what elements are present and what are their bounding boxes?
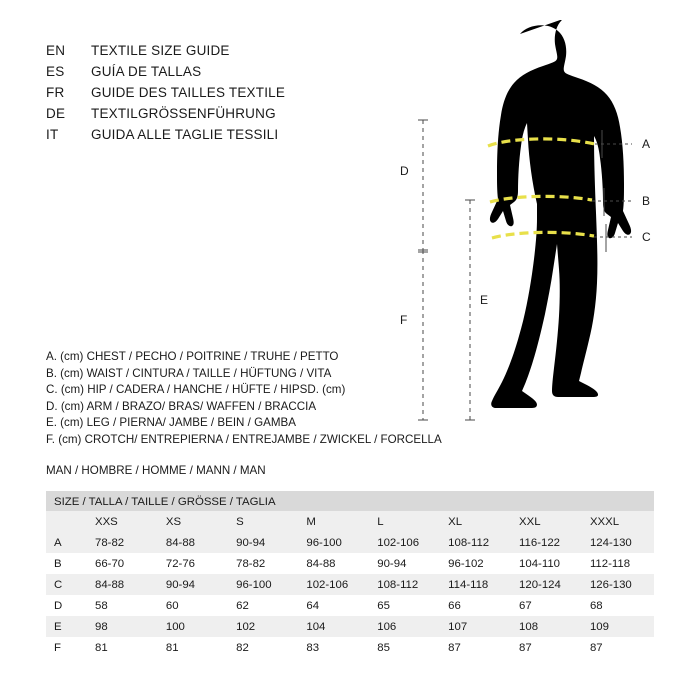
table-cell: 114-118 [440, 574, 511, 595]
table-cell: 109 [582, 616, 654, 637]
table-cell: 81 [158, 637, 228, 658]
table-cell: 87 [582, 637, 654, 658]
row-label: B [46, 553, 87, 574]
marker-label-b: B [642, 194, 651, 208]
marker-label-e: E [480, 293, 489, 307]
table-cell: 100 [158, 616, 228, 637]
table-cell: 64 [298, 595, 369, 616]
table-cell: 108-112 [369, 574, 440, 595]
table-cell: 90-94 [158, 574, 228, 595]
row-label: A [46, 532, 87, 553]
language-title: TEXTILGRÖSSENFÜHRUNG [91, 106, 276, 121]
row-label: D [46, 595, 87, 616]
table-cell: 96-100 [228, 574, 298, 595]
column-header-l: L [369, 511, 440, 532]
language-title: GUIDA ALLE TAGLIE TESSILI [91, 127, 279, 142]
table-cell: 112-118 [582, 553, 654, 574]
table-cell: 83 [298, 637, 369, 658]
measure-d-arm [418, 120, 428, 252]
column-header-xxxl: XXXL [582, 511, 654, 532]
table-header-row [46, 511, 654, 532]
table-cell: 90-94 [369, 553, 440, 574]
row-label: E [46, 616, 87, 637]
legend-item-d: D. (cm) ARM / BRAZO/ BRAS/ WAFFEN / BRACCIA [46, 399, 317, 413]
table-cell: 120-124 [511, 574, 582, 595]
legend-item-b: B. (cm) WAIST / CINTURA / TAILLE / HÜFTUNG / VITA [46, 366, 332, 380]
table-cell: 98 [87, 616, 158, 637]
table-cell: 108 [511, 616, 582, 637]
table-cell: 104-110 [511, 553, 582, 574]
column-header-m: M [298, 511, 369, 532]
table-cell: 116-122 [511, 532, 582, 553]
table-cell: 65 [369, 595, 440, 616]
language-code: ES [46, 64, 65, 79]
table-cell: 68 [582, 595, 654, 616]
table-row [46, 532, 654, 553]
column-header-xl: XL [440, 511, 511, 532]
table-cell: 81 [87, 637, 158, 658]
size-table-body [46, 532, 654, 658]
language-row [46, 85, 406, 106]
table-cell: 84-88 [298, 553, 369, 574]
language-code: IT [46, 127, 59, 142]
language-header-block [46, 43, 406, 148]
table-cell: 107 [440, 616, 511, 637]
table-cell: 87 [440, 637, 511, 658]
marker-label-c: C [642, 230, 651, 244]
legend-item-a: A. (cm) CHEST / PECHO / POITRINE / TRUHE / PETTO [46, 350, 339, 363]
language-code: DE [46, 106, 66, 121]
table-cell: 104 [298, 616, 369, 637]
size-table [46, 491, 654, 658]
language-code: EN [46, 43, 66, 58]
table-cell: 108-112 [440, 532, 511, 553]
language-title: GUÍA DE TALLAS [91, 64, 202, 79]
row-label: C [46, 574, 87, 595]
male-silhouette-icon [490, 20, 631, 408]
table-cell: 96-100 [298, 532, 369, 553]
table-row [46, 616, 654, 637]
table-row [46, 574, 654, 595]
size-table-head [46, 511, 654, 532]
gender-label: MAN / HOMBRE / HOMME / MANN / MAN [46, 464, 266, 477]
language-row [46, 43, 406, 64]
table-cell: 60 [158, 595, 228, 616]
legend-block [46, 349, 466, 449]
language-row [46, 64, 406, 85]
table-cell: 102 [228, 616, 298, 637]
marker-label-d: D [400, 164, 409, 178]
table-cell: 66-70 [87, 553, 158, 574]
column-header-xxs: XXS [87, 511, 158, 532]
table-cell: 58 [87, 595, 158, 616]
row-label: F [46, 637, 87, 658]
table-cell: 90-94 [228, 532, 298, 553]
table-cell: 72-76 [158, 553, 228, 574]
language-row [46, 106, 406, 127]
legend-item-f: F. (cm) CROTCH/ ENTREPIERNA / ENTREJAMBE / ZWICKEL / FORCELLA [46, 432, 442, 446]
marker-label-a: A [642, 137, 651, 151]
table-row [46, 553, 654, 574]
table-cell: 106 [369, 616, 440, 637]
measure-e-leg [465, 200, 475, 420]
legend-item-e: E. (cm) LEG / PIERNA/ JAMBE / BEIN / GAMBA [46, 416, 296, 430]
table-cell: 85 [369, 637, 440, 658]
legend-item-c: C. (cm) HIP / CADERA / HANCHE / HÜFTE / HIPSD. (cm) [46, 383, 346, 397]
column-header-corner [46, 511, 87, 532]
column-header-s: S [228, 511, 298, 532]
table-cell: 62 [228, 595, 298, 616]
language-row [46, 127, 406, 148]
table-cell: 82 [228, 637, 298, 658]
table-cell: 84-88 [158, 532, 228, 553]
marker-label-f: F [400, 313, 408, 327]
language-title: TEXTILE SIZE GUIDE [91, 43, 230, 58]
column-header-xs: XS [158, 511, 228, 532]
language-code: FR [46, 85, 65, 100]
table-row [46, 637, 654, 658]
column-header-xxl: XXL [511, 511, 582, 532]
table-cell: 126-130 [582, 574, 654, 595]
table-cell: 84-88 [87, 574, 158, 595]
language-title: GUIDE DES TAILLES TEXTILE [91, 85, 286, 100]
table-cell: 78-82 [87, 532, 158, 553]
table-cell: 78-82 [228, 553, 298, 574]
table-cell: 96-102 [440, 553, 511, 574]
table-cell: 66 [440, 595, 511, 616]
table-cell: 124-130 [582, 532, 654, 553]
table-cell: 67 [511, 595, 582, 616]
table-row [46, 595, 654, 616]
table-cell: 102-106 [369, 532, 440, 553]
size-table-caption: SIZE / TALLA / TAILLE / GRÖSSE / TAGLIA [46, 491, 654, 511]
table-cell: 87 [511, 637, 582, 658]
table-cell: 102-106 [298, 574, 369, 595]
